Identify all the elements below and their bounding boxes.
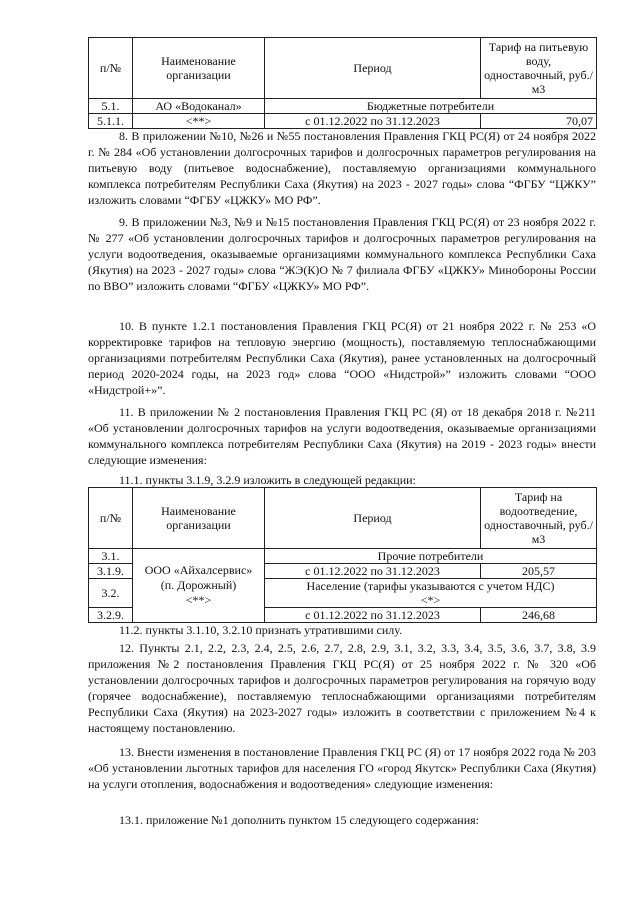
- paragraph-11: 11. В приложении № 2 постановления Правления ГКЦ РС (Я) от 18 декабря 2018 г. №211 «Об установлении долгосрочных тарифов на услуги водоотведения, оказываемые организациями коммунального комплекса потребителям Республики Саха (Якутия) на 2019 - 2023 годы» внести следующие изменения:: [88, 405, 596, 467]
- paragraph-8: 8. В приложении №10, №26 и №55 постановления Правления ГКЦ РС(Я) от 24 ноября 2022 г. № 284 «Об установлении долгосрочных тарифов и долгосрочных параметров регулирования на питьевую воду (питьевое водоснабжение), поставляемую организациями коммунального комплекса потребителям Республики Саха (Якутия) на 2023 - 2027 годы» слова “ФГБУ “ЦЖКУ” изложить словами “ФГБУ «ЦЖКУ» МО РФ”.: [88, 129, 596, 207]
- header-tariff: Тариф на питьевую воду, одноставочный, руб./м3: [481, 38, 597, 99]
- table-row: [89, 99, 597, 114]
- paragraph-11-2: 11.2. пункты 3.1.10, 3.2.10 признать утратившими силу.: [119, 623, 403, 637]
- row-num: 3.2.9.: [89, 608, 133, 623]
- row-period: с 01.12.2022 по 31.12.2023: [265, 608, 481, 623]
- paragraph-13: 13. Внести изменения в постановление Правления ГКЦ РС (Я) от 17 ноября 2022 года № 203 «Об установлении льготных тарифов для населения ГО «город Якутск» Республики Саха (Якутия) на услуги отопления, водоснабжения и водоотведения» следующие изменения:: [88, 745, 596, 791]
- table-row: [89, 114, 597, 129]
- header-num: п/№: [89, 488, 133, 549]
- row-category: [265, 579, 597, 608]
- paragraph-10: 10. В пункте 1.2.1 постановления Правления ГКЦ РС(Я) от 21 ноября 2022 г. № 253 «О корректировке тарифов на тепловую энергию (мощность), поставляемую теплоснабжающими организациями потребителям Республики Саха (Якутия), ранее установленных на долгосрочный период 2020-2024 годы, на 2023 год» слова “ООО «Нидстрой»” изложить словами “ООО «Нидстрой+»”.: [88, 319, 596, 397]
- header-period: Период: [265, 38, 481, 99]
- row-category: Прочие потребители: [265, 549, 597, 564]
- tariff-table-drinking-water: [88, 37, 597, 129]
- paragraph-12: 12. Пункты 2.1, 2.2, 2.3, 2.4, 2.5, 2.6, 2.7, 2.8, 2.9, 3.1, 3.2, 3.3, 3.4, 3.5, 3.6, 3.7, 3.8, 3.9 приложения №2 постановления Правления ГКЦ РС(Я) от 25 ноября 2022 г. № 320 «Об установлении долгосрочных тарифов и долгосрочных параметров регулирования на горячую воду (горячее водоснабжение), поставляемую теплоснабжающими организациями потребителям Республики Саха (Якутия) на 2023-2027 годы» изложить в соответствии с приложением №4 к настоящему постановлению.: [88, 641, 596, 735]
- row-organization: [133, 549, 265, 623]
- paragraph-9: 9. В приложении №3, №9 и №15 постановления Правления ГКЦ РС(Я) от 23 ноября 2022 г. № 277 «Об установлении долгосрочных тарифов и долгосрочных параметров регулирования на услуги водоотведения, оказываемые организациями коммунального комплекса Республики Саха (Якутия) на 2023 - 2027 годы» слова “ЖЭ(К)О № 7 филиала ФГБУ «ЦЖКУ» Минобороны России по ВВО” изложить словами “ФГБУ «ЦЖКУ» МО РФ”.: [88, 215, 596, 293]
- row-num: 3.1.: [89, 549, 133, 564]
- row-organization-note: <**>: [133, 114, 265, 129]
- row-period: с 01.12.2022 по 31.12.2023: [265, 564, 481, 579]
- organization-location: (п. Дорожный): [160, 578, 237, 592]
- header-organization: Наименование организации: [133, 38, 265, 99]
- table-header-row: [89, 38, 597, 99]
- header-tariff: Тариф на водоотведение, одноставочный, руб./м3: [481, 488, 597, 549]
- header-period: Период: [265, 488, 481, 549]
- row-category: Бюджетные потребители: [265, 99, 597, 114]
- table-header-row: [89, 488, 597, 549]
- row-num: 5.1.1.: [89, 114, 133, 129]
- row-num: 3.1.9.: [89, 564, 133, 579]
- row-num: 3.2.: [89, 579, 133, 608]
- row-organization: АО «Водоканал»: [133, 99, 265, 114]
- organization-note: <**>: [185, 593, 212, 607]
- row-category-note: <*>: [420, 593, 441, 607]
- tariff-table-wastewater: [88, 487, 597, 623]
- row-category-text: Население (тарифы указываются с учетом НДС): [306, 579, 555, 593]
- header-organization: Наименование организации: [133, 488, 265, 549]
- row-num: 5.1.: [89, 99, 133, 114]
- header-num: п/№: [89, 38, 133, 99]
- row-tariff: 70,07: [481, 114, 597, 129]
- table-row: [89, 549, 597, 564]
- organization-name: ООО «Айхалсервис»: [144, 563, 253, 577]
- row-tariff: 246,68: [481, 608, 597, 623]
- paragraph-13-1: 13.1. приложение №1 дополнить пунктом 15 следующего содержания:: [119, 813, 479, 827]
- row-tariff: 205,57: [481, 564, 597, 579]
- row-period: с 01.12.2022 по 31.12.2023: [265, 114, 481, 129]
- paragraph-11-1: 11.1. пункты 3.1.9, 3.2.9 изложить в следующей редакции:: [119, 473, 416, 487]
